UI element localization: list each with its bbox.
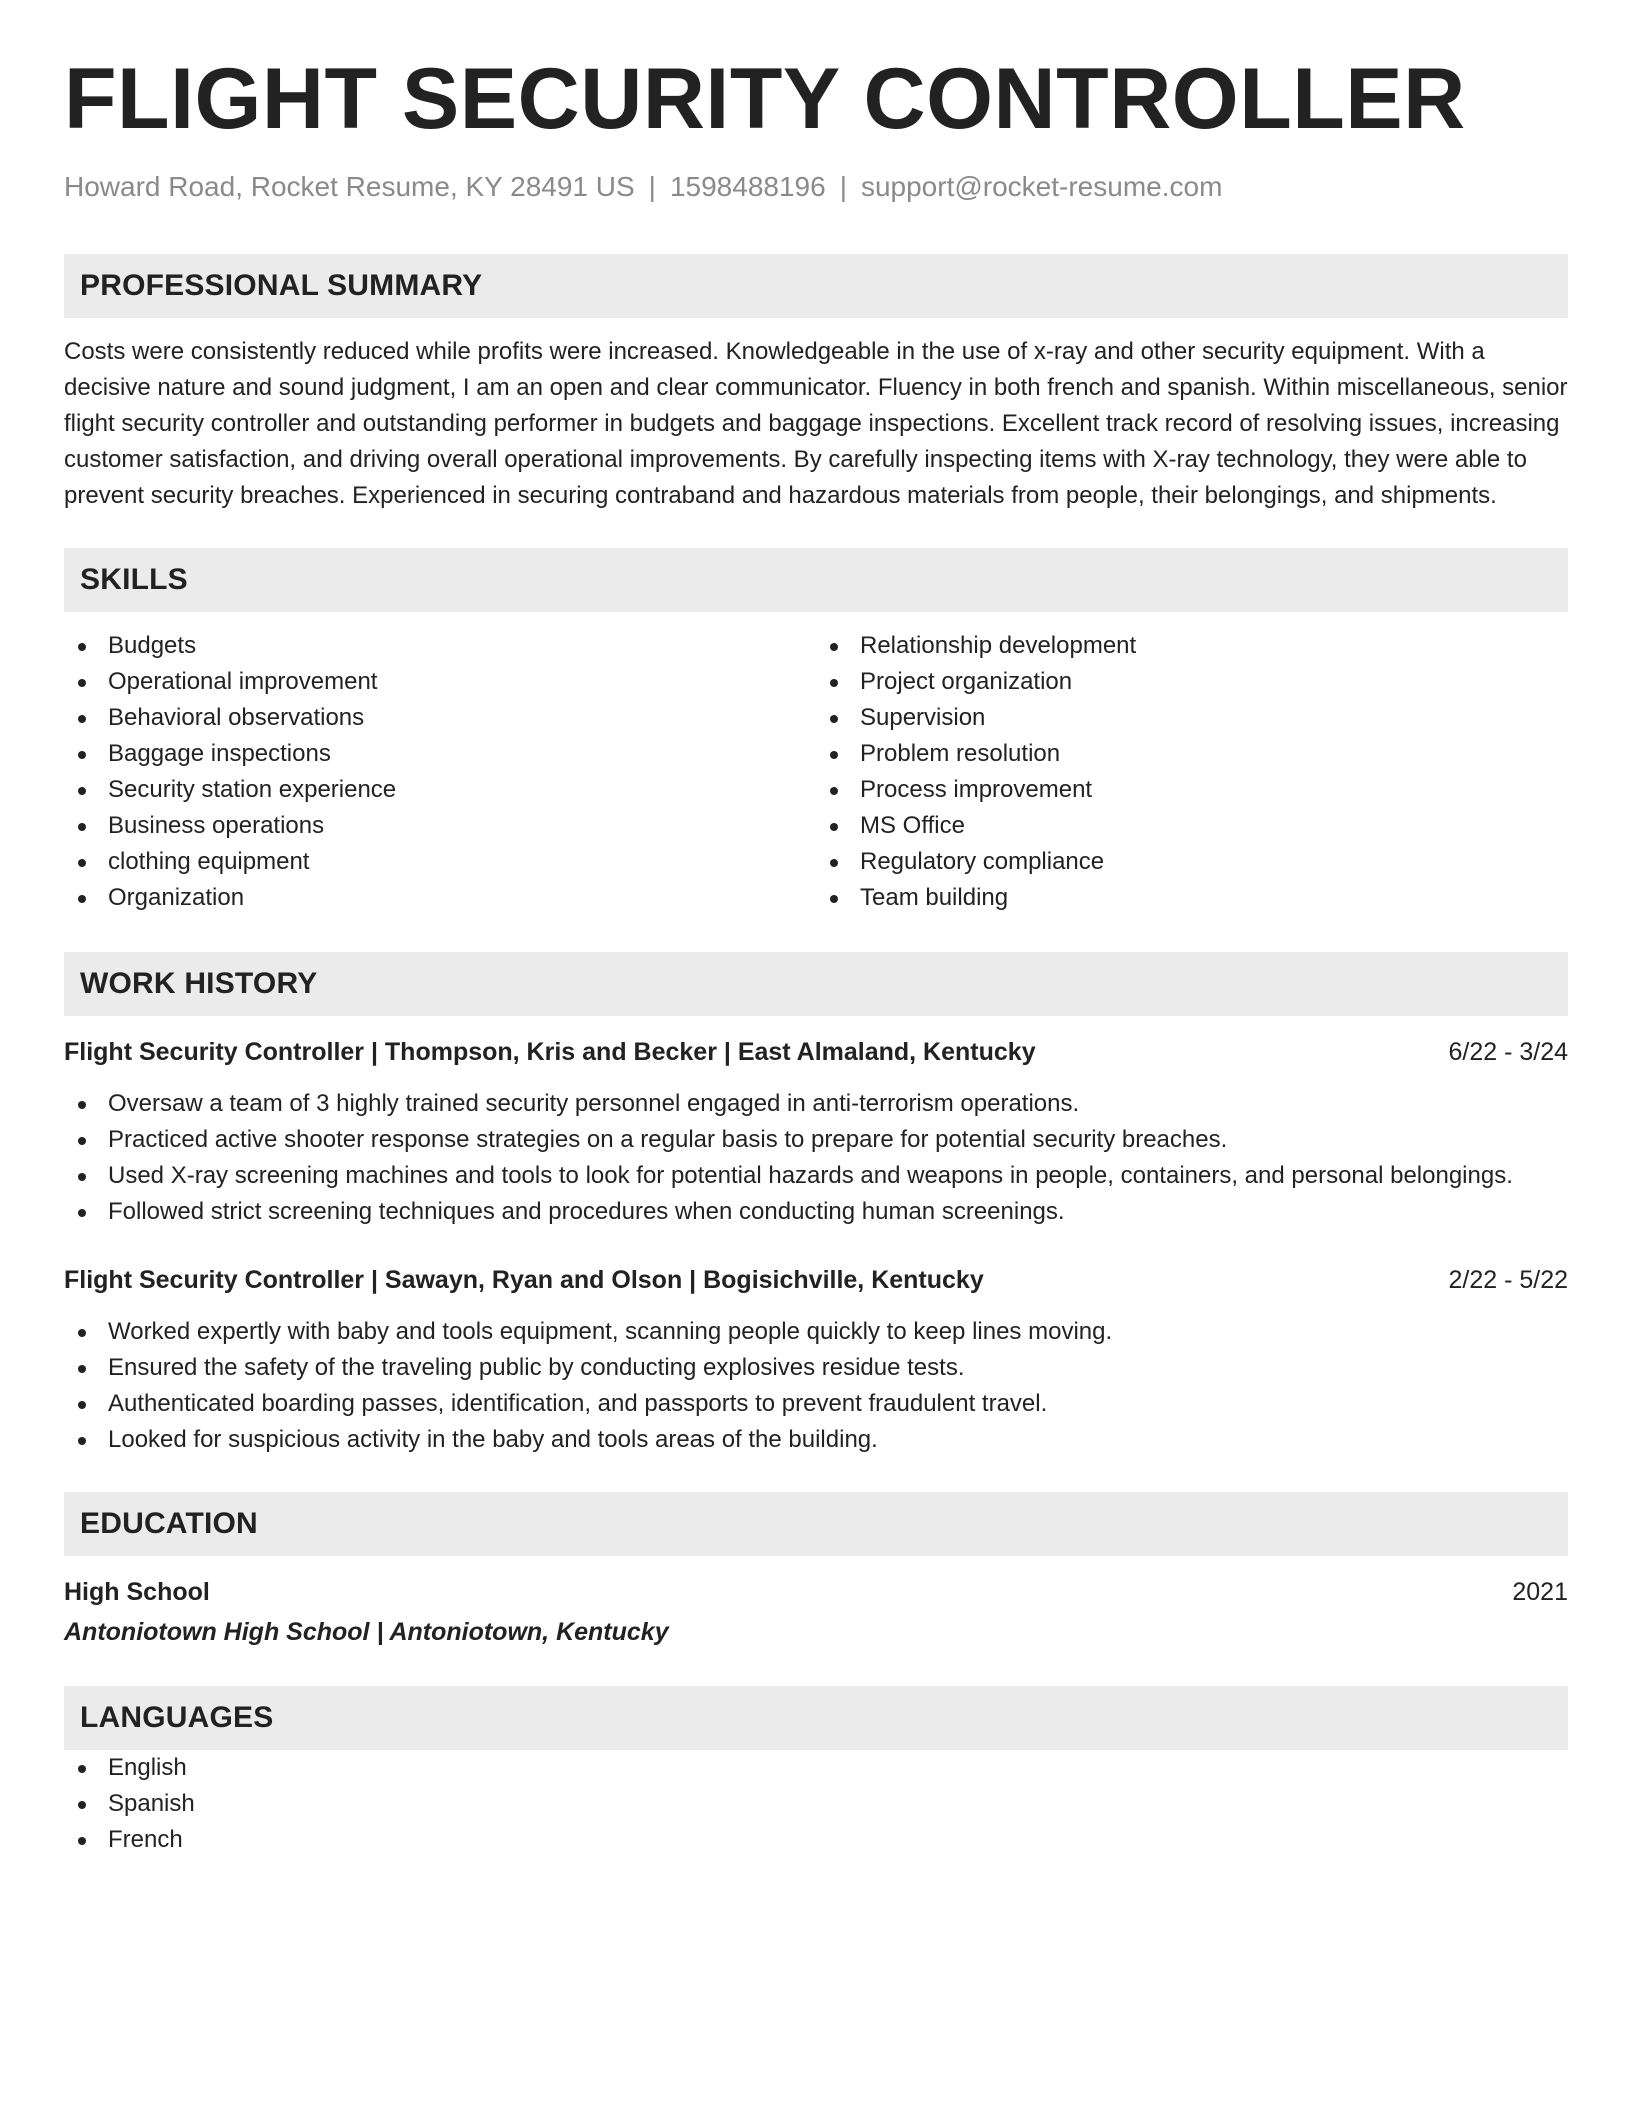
bullet-icon — [830, 895, 838, 903]
skill-item-text: Relationship development — [860, 631, 1137, 659]
education-degree: High School — [64, 1577, 210, 1606]
bullet-icon — [78, 1837, 86, 1845]
language-item-text: French — [108, 1825, 183, 1853]
skill-item-text: Team building — [860, 883, 1009, 911]
education-year: 2021 — [1512, 1577, 1568, 1606]
job-duty — [64, 1158, 1568, 1194]
job-duty — [64, 1314, 1568, 1350]
bullet-icon — [78, 643, 86, 651]
skill-item-text: Supervision — [860, 703, 986, 731]
skill-item-text: Budgets — [108, 631, 197, 659]
job-dates: 6/22 - 3/24 — [1448, 1037, 1568, 1066]
skill-item — [64, 772, 816, 808]
skill-item-text: Baggage inspections — [108, 739, 331, 767]
skills-column-right — [816, 628, 1568, 916]
skill-item-text: Business operations — [108, 811, 325, 839]
skill-item — [816, 700, 1568, 736]
job-duty-text: Oversaw a team of 3 highly trained security personnel engaged in anti-terrorism operations. — [108, 1089, 1080, 1117]
skill-item-text: clothing equipment — [108, 847, 310, 875]
bullet-icon — [78, 1173, 86, 1181]
job-title: Flight Security Controller | Sawayn, Ryan and Olson | Bogisichville, Kentucky — [64, 1265, 984, 1294]
job-duty — [64, 1122, 1568, 1158]
bullet-icon — [830, 787, 838, 795]
section-heading-skills: SKILLS — [64, 548, 1568, 612]
job-duty — [64, 1350, 1568, 1386]
section-heading-summary: PROFESSIONAL SUMMARY — [64, 254, 1568, 318]
skill-item — [64, 700, 816, 736]
contact-phone: 1598488196 — [669, 171, 826, 202]
bullet-icon — [78, 1401, 86, 1409]
skill-item — [64, 628, 816, 664]
job-duty — [64, 1194, 1568, 1230]
skill-item — [816, 808, 1568, 844]
bullet-icon — [78, 1101, 86, 1109]
skill-item — [816, 736, 1568, 772]
contact-address: Howard Road, Rocket Resume, KY 28491 US — [64, 171, 635, 202]
job-title: Flight Security Controller | Thompson, Kris and Becker | East Almaland, Kentucky — [64, 1037, 1036, 1066]
skill-item — [816, 844, 1568, 880]
section-heading-languages: LANGUAGES — [64, 1686, 1568, 1750]
skill-item — [64, 808, 816, 844]
job-duties-list — [64, 1314, 1568, 1458]
bullet-icon — [78, 1329, 86, 1337]
contact-line — [64, 170, 1568, 204]
bullet-icon — [78, 1437, 86, 1445]
education-school: Antoniotown High School | Antoniotown, Kentucky — [64, 1617, 669, 1646]
skill-item-text: Process improvement — [860, 775, 1093, 803]
bullet-icon — [78, 1765, 86, 1773]
skill-item — [64, 844, 816, 880]
bullet-icon — [830, 679, 838, 687]
job-duty — [64, 1422, 1568, 1458]
job-duty-text: Worked expertly with baby and tools equipment, scanning people quickly to keep lines moving. — [108, 1317, 1113, 1345]
bullet-icon — [78, 679, 86, 687]
bullet-icon — [78, 895, 86, 903]
section-heading-work-history: WORK HISTORY — [64, 952, 1568, 1016]
skill-item — [816, 664, 1568, 700]
bullet-icon — [830, 859, 838, 867]
skill-item — [64, 664, 816, 700]
education-entry — [64, 1574, 1568, 1650]
job-duty — [64, 1386, 1568, 1422]
skill-item — [64, 736, 816, 772]
job-duty-text: Looked for suspicious activity in the baby and tools areas of the building. — [108, 1425, 878, 1453]
skill-item — [816, 772, 1568, 808]
skill-item — [816, 880, 1568, 916]
bullet-icon — [78, 1137, 86, 1145]
bullet-icon — [830, 715, 838, 723]
job-duty-text: Authenticated boarding passes, identification, and passports to prevent fraudulent travel. — [108, 1389, 1048, 1417]
bullet-icon — [78, 715, 86, 723]
job-duty-text: Used X-ray screening machines and tools to look for potential hazards and weapons in people, containers, and personal belongings. — [108, 1161, 1513, 1189]
candidate-name: FLIGHT SECURITY CONTROLLER — [64, 51, 1466, 147]
language-item — [64, 1786, 1568, 1822]
work-history-list — [64, 1034, 1568, 1458]
bullet-icon — [78, 1801, 86, 1809]
language-item — [64, 1750, 1568, 1786]
bullet-icon — [78, 1365, 86, 1373]
skill-item-text: Security station experience — [108, 775, 397, 803]
contact-separator: | — [839, 171, 847, 202]
skill-item-text: Regulatory compliance — [860, 847, 1105, 875]
languages-list — [64, 1750, 1568, 1858]
job-duty — [64, 1086, 1568, 1122]
language-item-text: English — [108, 1753, 187, 1781]
bullet-icon — [78, 823, 86, 831]
job-entry — [64, 1262, 1568, 1458]
skill-item-text: Project organization — [860, 667, 1073, 695]
skill-item-text: Behavioral observations — [108, 703, 365, 731]
bullet-icon — [78, 787, 86, 795]
skill-item-text: Operational improvement — [108, 667, 378, 695]
language-item — [64, 1822, 1568, 1858]
skill-item-text: Problem resolution — [860, 739, 1061, 767]
job-duty-text: Ensured the safety of the traveling public by conducting explosives residue tests. — [108, 1353, 965, 1381]
skills-column-left — [64, 628, 816, 916]
job-duty-text: Followed strict screening techniques and procedures when conducting human screenings. — [108, 1197, 1065, 1225]
job-duty-text: Practiced active shooter response strategies on a regular basis to prepare for potential security breaches. — [108, 1125, 1228, 1153]
bullet-icon — [830, 643, 838, 651]
skill-item — [64, 880, 816, 916]
bullet-icon — [78, 751, 86, 759]
contact-email: support@rocket-resume.com — [860, 171, 1223, 202]
job-duties-list — [64, 1086, 1568, 1230]
section-heading-education: EDUCATION — [64, 1492, 1568, 1556]
bullet-icon — [830, 823, 838, 831]
language-item-text: Spanish — [108, 1789, 195, 1817]
bullet-icon — [78, 859, 86, 867]
bullet-icon — [78, 1209, 86, 1217]
skill-item-text: Organization — [108, 883, 245, 911]
contact-separator: | — [648, 171, 656, 202]
skill-item-text: MS Office — [860, 811, 965, 839]
summary-text: Costs were consistently reduced while profits were increased. Knowledgeable in the use of x-ray and other security equipment. With a decisive nature and sound judgment, I am an open and clear communicator. Fluency in both french and spanish. Within miscellaneous, senior flight security controller and outstanding performer in budgets and baggage inspections. Excellent track record of resolving issues, increasing customer satisfaction, and driving overall operational improvements. By carefully inspecting items with X-ray technology, they were able to prevent security breaches. Experienced in securing contraband and hazardous materials from people, their belongings, and shipments. — [64, 337, 1568, 509]
bullet-icon — [830, 751, 838, 759]
job-dates: 2/22 - 5/22 — [1448, 1265, 1568, 1294]
job-entry — [64, 1034, 1568, 1230]
skill-item — [816, 628, 1568, 664]
skills-list — [64, 628, 1568, 916]
